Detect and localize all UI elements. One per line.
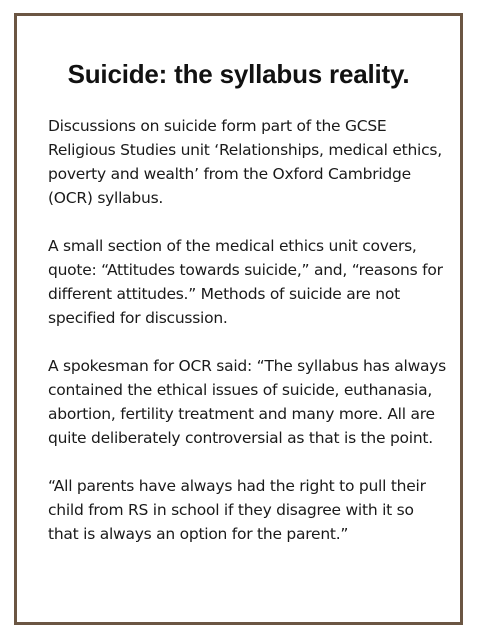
article-title: Suicide: the syllabus reality. [67, 59, 410, 89]
paragraph-parents-right: “All parents have always had the right to pull their child from RS in school if they disagree with it so that is always an option for the parent.” [48, 477, 426, 543]
article-box [14, 13, 463, 625]
paragraph-medical-ethics: A small section of the medical ethics unit covers, quote: “Attitudes towards suicide,” and, “reasons for different attitudes.” Methods of suicide are not specified for discussion. [48, 237, 443, 327]
paragraph-ocr-spokesman: A spokesman for OCR said: “The syllabus has always contained the ethical issues of suicide, euthanasia, abortion, fertility treatment and many more. All are quite deliberately controversial as that is the point. [48, 357, 447, 447]
paragraph-syllabus-unit: Discussions on suicide form part of the GCSE Religious Studies unit ‘Relationships, medical ethics, poverty and wealth’ from the Oxford Cambridge (OCR) syllabus. [48, 117, 442, 207]
article-body [48, 114, 448, 570]
